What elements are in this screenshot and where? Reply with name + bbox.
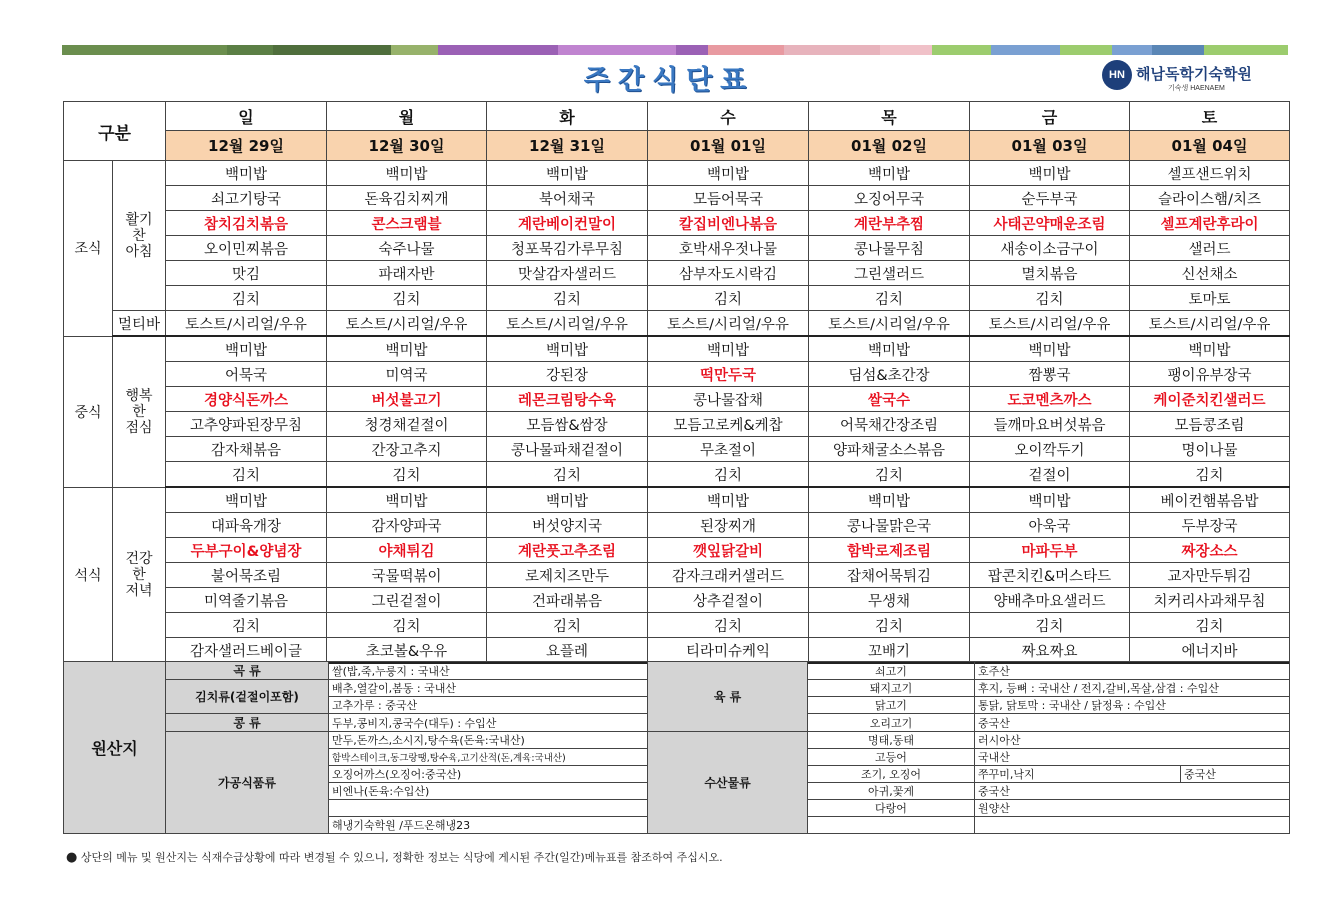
day-header: 목 xyxy=(809,102,970,131)
menu-item: 김치 xyxy=(166,613,327,638)
menu-item: 백미밥 xyxy=(648,161,809,186)
meal-sub-line: 한 xyxy=(132,403,146,420)
menu-item: 치커리사과채무침 xyxy=(1130,588,1290,613)
menu-item: 백미밥 xyxy=(970,161,1130,186)
menu-item: 콩나물무침 xyxy=(809,236,970,261)
menu-item: 백미밥 xyxy=(487,336,648,362)
origin-category: 육 류 xyxy=(648,662,808,732)
menu-item: 그린겉절이 xyxy=(327,588,487,613)
menu-row xyxy=(64,161,1290,186)
menu-item: 새송이소금구이 xyxy=(970,236,1130,261)
origin-category: 콩 류 xyxy=(166,714,329,732)
origin-item-value: 쭈꾸미,낙지 xyxy=(975,766,1181,783)
menu-item: 파래자반 xyxy=(327,261,487,286)
color-bar-segment xyxy=(391,45,438,55)
meal-sub-line: 점심 xyxy=(125,419,153,436)
menu-row xyxy=(64,412,1290,437)
menu-item: 미역국 xyxy=(327,362,487,387)
menu-item: 마파두부 xyxy=(970,538,1130,563)
origin-row xyxy=(64,662,1290,680)
menu-item: 토스트/시리얼/우유 xyxy=(327,311,487,337)
menu-item: 모듬어묵국 xyxy=(648,186,809,211)
menu-item: 김치 xyxy=(648,286,809,311)
page-title: 주간식단표 xyxy=(583,65,755,96)
menu-item: 겉절이 xyxy=(970,462,1130,488)
origin-item-name xyxy=(808,817,975,834)
menu-item: 고추양파된장무침 xyxy=(166,412,327,437)
date-header: 01월 01일 xyxy=(648,131,809,161)
menu-item: 김치 xyxy=(648,462,809,488)
color-bar-segment xyxy=(784,45,879,55)
menu-row xyxy=(64,336,1290,362)
menu-item: 간장고추지 xyxy=(327,437,487,462)
menu-item: 버섯양지국 xyxy=(487,513,648,538)
menu-item: 상추겉절이 xyxy=(648,588,809,613)
menu-item: 토스트/시리얼/우유 xyxy=(1130,311,1290,337)
origin-item-value xyxy=(975,817,1290,834)
menu-item: 꼬배기 xyxy=(809,638,970,664)
origin-item-name: 돼지고기 xyxy=(808,680,975,697)
origin-item-name: 다랑어 xyxy=(808,800,975,817)
menu-item: 그린샐러드 xyxy=(809,261,970,286)
color-bar-segment xyxy=(1204,45,1288,55)
origin-item-name: 고등어 xyxy=(808,749,975,766)
menu-row xyxy=(64,236,1290,261)
color-bar-segment xyxy=(1112,45,1152,55)
menu-item: 모듬쌈&쌈장 xyxy=(487,412,648,437)
menu-item: 경양식돈까스 xyxy=(166,387,327,412)
meal-sub-line: 활기 xyxy=(125,211,153,228)
meal-sub-line: 찬 xyxy=(132,227,146,244)
day-header: 토 xyxy=(1130,102,1290,131)
menu-item: 미역줄기볶음 xyxy=(166,588,327,613)
meal-label: 조식 xyxy=(64,161,113,337)
origin-title: 원산지 xyxy=(64,662,166,834)
menu-item: 오이민찌볶음 xyxy=(166,236,327,261)
logo-sub: 기숙생 HAENAEM xyxy=(1168,85,1225,92)
footnote-text: 상단의 메뉴 및 원산지는 식재수급상황에 따라 변경될 수 있으니, 정확한 정보는 식당에 게시된 주간(일간)메뉴표를 참조하여 주십시오. xyxy=(80,851,723,864)
date-header: 01월 03일 xyxy=(970,131,1130,161)
menu-item: 짜장소스 xyxy=(1130,538,1290,563)
origin-item-value: 후지, 등뼈 : 국내산 / 전지,갈비,목살,삼겹 : 수입산 xyxy=(975,680,1290,697)
menu-item: 김치 xyxy=(970,286,1130,311)
menu-item: 백미밥 xyxy=(487,161,648,186)
menu-item: 맛살감자샐러드 xyxy=(487,261,648,286)
meal-label: 중식 xyxy=(64,336,113,487)
menu-item: 불어묵조림 xyxy=(166,563,327,588)
meal-sub-line: 저녁 xyxy=(125,583,153,599)
meal-sub-line: 행복 xyxy=(125,387,153,404)
menu-item: 백미밥 xyxy=(327,336,487,362)
color-bar-segment xyxy=(227,45,273,55)
menu-row xyxy=(64,513,1290,538)
origin-value: 쌀(밥,죽,누룽지 : 국내산 xyxy=(329,662,648,680)
menu-item: 케이준치킨샐러드 xyxy=(1130,387,1290,412)
origin-item-name: 아귀,꽃게 xyxy=(808,783,975,800)
menu-item: 양배추마요샐러드 xyxy=(970,588,1130,613)
color-bar-segment xyxy=(991,45,1060,55)
menu-item: 김치 xyxy=(327,613,487,638)
menu-item: 백미밥 xyxy=(809,161,970,186)
gubun-header: 구분 xyxy=(64,102,166,161)
menu-item: 베이컨햄볶음밥 xyxy=(1130,487,1290,513)
menu-item: 토스트/시리얼/우유 xyxy=(166,311,327,337)
menu-item: 도코멘츠까스 xyxy=(970,387,1130,412)
menu-item: 아욱국 xyxy=(970,513,1130,538)
menu-row xyxy=(64,613,1290,638)
menu-item: 돈육김치찌개 xyxy=(327,186,487,211)
menu-item: 김치 xyxy=(809,286,970,311)
menu-item: 백미밥 xyxy=(166,487,327,513)
menu-row xyxy=(64,261,1290,286)
origin-item-value: 국내산 xyxy=(975,749,1290,766)
menu-item: 콩나물잡채 xyxy=(648,387,809,412)
origin-item-value: 통닭, 닭토막 : 국내산 / 닭정육 : 수입산 xyxy=(975,697,1290,714)
origin-value: 고추가루 : 중국산 xyxy=(329,697,648,714)
menu-item: 참치김치볶음 xyxy=(166,211,327,236)
meal-sub-label xyxy=(113,161,166,311)
menu-item: 김치 xyxy=(1130,462,1290,488)
menu-item: 무초절이 xyxy=(648,437,809,462)
date-header: 01월 02일 xyxy=(809,131,970,161)
origin-item-name: 쇠고기 xyxy=(808,662,975,680)
origin-item-name: 오리고기 xyxy=(808,714,975,732)
origin-value: 함박스테이크,동그랑땡,탕수육,고기산적(돈,계육:국내산) xyxy=(329,749,648,766)
menu-item: 백미밥 xyxy=(648,487,809,513)
multibar-label: 멀티바 xyxy=(113,311,166,337)
menu-item: 어묵채간장조림 xyxy=(809,412,970,437)
menu-item: 맛김 xyxy=(166,261,327,286)
logo xyxy=(1098,60,1268,96)
origin-item-value: 중국산 xyxy=(975,714,1290,732)
menu-item: 모듬콩조림 xyxy=(1130,412,1290,437)
menu-item: 김치 xyxy=(809,613,970,638)
day-header: 화 xyxy=(487,102,648,131)
top-color-bar xyxy=(62,45,1288,55)
meal-label: 석식 xyxy=(64,487,113,663)
menu-item: 토스트/시리얼/우유 xyxy=(809,311,970,337)
color-bar-segment xyxy=(932,45,991,55)
date-header: 12월 29일 xyxy=(166,131,327,161)
menu-item: 어묵국 xyxy=(166,362,327,387)
menu-item: 김치 xyxy=(166,462,327,488)
menu-item: 계란풋고추조림 xyxy=(487,538,648,563)
menu-item: 잡채어묵튀김 xyxy=(809,563,970,588)
menu-item: 티라미슈케익 xyxy=(648,638,809,664)
menu-item: 감자양파국 xyxy=(327,513,487,538)
menu-item: 북어채국 xyxy=(487,186,648,211)
footnote xyxy=(66,849,723,865)
menu-item: 멸치볶음 xyxy=(970,261,1130,286)
origin-category: 가공식품류 xyxy=(166,732,329,834)
origin-item-value2: 중국산 xyxy=(1181,766,1290,783)
menu-item: 김치 xyxy=(648,613,809,638)
origin-value xyxy=(329,800,648,817)
menu-item: 백미밥 xyxy=(970,336,1130,362)
day-header: 일 xyxy=(166,102,327,131)
menu-item: 두부장국 xyxy=(1130,513,1290,538)
menu-item: 양파채굴소스볶음 xyxy=(809,437,970,462)
day-header: 금 xyxy=(970,102,1130,131)
menu-item: 팝콘치킨&머스타드 xyxy=(970,563,1130,588)
menu-row xyxy=(64,638,1290,664)
menu-row xyxy=(64,462,1290,488)
menu-item: 백미밥 xyxy=(809,336,970,362)
origin-item-value: 중국산 xyxy=(975,783,1290,800)
meal-sub-line: 한 xyxy=(132,567,146,583)
color-bar-segment xyxy=(708,45,784,55)
menu-item: 오징어무국 xyxy=(809,186,970,211)
menu-item: 백미밥 xyxy=(327,161,487,186)
menu-item: 토마토 xyxy=(1130,286,1290,311)
menu-row xyxy=(64,362,1290,387)
menu-item: 김치 xyxy=(327,286,487,311)
origin-category: 곡 류 xyxy=(166,662,329,680)
origin-category: 김치류(겉절이포함) xyxy=(166,680,329,714)
menu-item: 짬뽕국 xyxy=(970,362,1130,387)
menu-item: 김치 xyxy=(487,462,648,488)
menu-row xyxy=(64,538,1290,563)
meal-sub-label xyxy=(113,487,166,663)
menu-item: 사태곤약매운조림 xyxy=(970,211,1130,236)
menu-item: 레몬크림탕수육 xyxy=(487,387,648,412)
menu-item: 떡만두국 xyxy=(648,362,809,387)
menu-item: 무생채 xyxy=(809,588,970,613)
origin-category: 수산물류 xyxy=(648,732,808,834)
menu-item: 샐러드 xyxy=(1130,236,1290,261)
color-bar-segment xyxy=(62,45,227,55)
origin-item-value: 원양산 xyxy=(975,800,1290,817)
menu-item: 대파육개장 xyxy=(166,513,327,538)
day-header: 수 xyxy=(648,102,809,131)
origin-value: 해냉기숙학원 /푸드온해냉23 xyxy=(329,817,648,834)
origin-item-value: 호주산 xyxy=(975,662,1290,680)
origin-value: 오징어까스(오징어:중국산) xyxy=(329,766,648,783)
menu-item: 국물떡볶이 xyxy=(327,563,487,588)
menu-item: 토스트/시리얼/우유 xyxy=(970,311,1130,337)
menu-item: 김치 xyxy=(327,462,487,488)
origin-item-name: 닭고기 xyxy=(808,697,975,714)
menu-item: 토스트/시리얼/우유 xyxy=(487,311,648,337)
color-bar-segment xyxy=(438,45,558,55)
menu-item: 딤섬&초간장 xyxy=(809,362,970,387)
menu-item: 팽이유부장국 xyxy=(1130,362,1290,387)
menu-item: 청경채겉절이 xyxy=(327,412,487,437)
meal-sub-line: 건강 xyxy=(125,551,153,567)
date-header: 01월 04일 xyxy=(1130,131,1290,161)
menu-item: 신선채소 xyxy=(1130,261,1290,286)
menu-item: 깻잎닭갈비 xyxy=(648,538,809,563)
menu-item: 김치 xyxy=(166,286,327,311)
menu-row xyxy=(64,286,1290,311)
menu-row xyxy=(64,487,1290,513)
menu-item: 짜요짜요 xyxy=(970,638,1130,664)
menu-item: 백미밥 xyxy=(487,487,648,513)
menu-item: 두부구이&양념장 xyxy=(166,538,327,563)
weekly-menu-table xyxy=(63,101,1290,664)
menu-item: 에너지바 xyxy=(1130,638,1290,664)
date-header: 12월 31일 xyxy=(487,131,648,161)
menu-item: 백미밥 xyxy=(970,487,1130,513)
menu-item: 감자크래커샐러드 xyxy=(648,563,809,588)
menu-item: 호박새우젓나물 xyxy=(648,236,809,261)
menu-item: 요플레 xyxy=(487,638,648,664)
origin-value: 배추,열갈이,봄동 : 국내산 xyxy=(329,680,648,697)
menu-item: 순두부국 xyxy=(970,186,1130,211)
menu-item: 백미밥 xyxy=(809,487,970,513)
origin-item-value: 러시아산 xyxy=(975,732,1290,749)
menu-item: 셀프계란후라이 xyxy=(1130,211,1290,236)
color-bar-segment xyxy=(1152,45,1203,55)
menu-item: 교자만두튀김 xyxy=(1130,563,1290,588)
color-bar-segment xyxy=(1060,45,1112,55)
day-header: 월 xyxy=(327,102,487,131)
menu-row xyxy=(64,588,1290,613)
color-bar-segment xyxy=(880,45,932,55)
meal-sub-label xyxy=(113,336,166,487)
menu-item: 버섯불고기 xyxy=(327,387,487,412)
menu-item: 김치 xyxy=(970,613,1130,638)
menu-item: 콩나물맑은국 xyxy=(809,513,970,538)
menu-item: 강된장 xyxy=(487,362,648,387)
menu-item: 함박로제조림 xyxy=(809,538,970,563)
menu-item: 콘스크램블 xyxy=(327,211,487,236)
menu-row xyxy=(64,437,1290,462)
menu-item: 계란베이컨말이 xyxy=(487,211,648,236)
menu-item: 감자채볶음 xyxy=(166,437,327,462)
menu-item: 김치 xyxy=(487,613,648,638)
bullet-icon: ● xyxy=(66,850,78,865)
menu-item: 슬라이스햄/치즈 xyxy=(1130,186,1290,211)
menu-item: 오이깍두기 xyxy=(970,437,1130,462)
logo-name: 해남독학기숙학원 xyxy=(1136,65,1252,83)
color-bar-segment xyxy=(273,45,391,55)
date-header: 12월 30일 xyxy=(327,131,487,161)
menu-item: 셀프샌드위치 xyxy=(1130,161,1290,186)
menu-item: 명이나물 xyxy=(1130,437,1290,462)
logo-badge: HN xyxy=(1102,60,1132,90)
menu-item: 삼부자도시락김 xyxy=(648,261,809,286)
menu-item: 김치 xyxy=(809,462,970,488)
menu-item: 청포묵김가루무침 xyxy=(487,236,648,261)
origin-value: 두부,콩비지,콩국수(대두) : 수입산 xyxy=(329,714,648,732)
menu-item: 김치 xyxy=(487,286,648,311)
origin-row xyxy=(64,732,1290,749)
menu-row xyxy=(64,387,1290,412)
menu-item: 숙주나물 xyxy=(327,236,487,261)
menu-item: 감자샐러드베이글 xyxy=(166,638,327,664)
origin-value: 만두,돈까스,소시지,탕수육(돈육:국내산) xyxy=(329,732,648,749)
menu-row xyxy=(64,211,1290,236)
menu-item: 백미밥 xyxy=(648,336,809,362)
origin-table xyxy=(63,661,1290,834)
menu-item: 백미밥 xyxy=(166,161,327,186)
menu-item: 백미밥 xyxy=(166,336,327,362)
menu-item: 초코볼&우유 xyxy=(327,638,487,664)
origin-item-name: 조기, 오징어 xyxy=(808,766,975,783)
menu-item: 쇠고기탕국 xyxy=(166,186,327,211)
menu-item: 야채튀김 xyxy=(327,538,487,563)
menu-item: 들깨마요버섯볶음 xyxy=(970,412,1130,437)
menu-item: 로제치즈만두 xyxy=(487,563,648,588)
menu-item: 콩나물파채겉절이 xyxy=(487,437,648,462)
menu-item: 백미밥 xyxy=(1130,336,1290,362)
origin-value: 비엔나(돈육:수입산) xyxy=(329,783,648,800)
menu-item: 건파래볶음 xyxy=(487,588,648,613)
menu-item: 김치 xyxy=(1130,613,1290,638)
menu-item: 칼집비엔나볶음 xyxy=(648,211,809,236)
color-bar-segment xyxy=(558,45,676,55)
menu-item: 쌀국수 xyxy=(809,387,970,412)
menu-item: 된장찌개 xyxy=(648,513,809,538)
menu-item: 계란부추찜 xyxy=(809,211,970,236)
color-bar-segment xyxy=(676,45,708,55)
menu-row xyxy=(64,186,1290,211)
menu-item: 토스트/시리얼/우유 xyxy=(648,311,809,337)
meal-sub-line: 아침 xyxy=(125,243,153,260)
menu-row xyxy=(64,563,1290,588)
menu-item: 백미밥 xyxy=(327,487,487,513)
menu-item: 모듬고로케&케찹 xyxy=(648,412,809,437)
origin-item-name: 명태,동태 xyxy=(808,732,975,749)
